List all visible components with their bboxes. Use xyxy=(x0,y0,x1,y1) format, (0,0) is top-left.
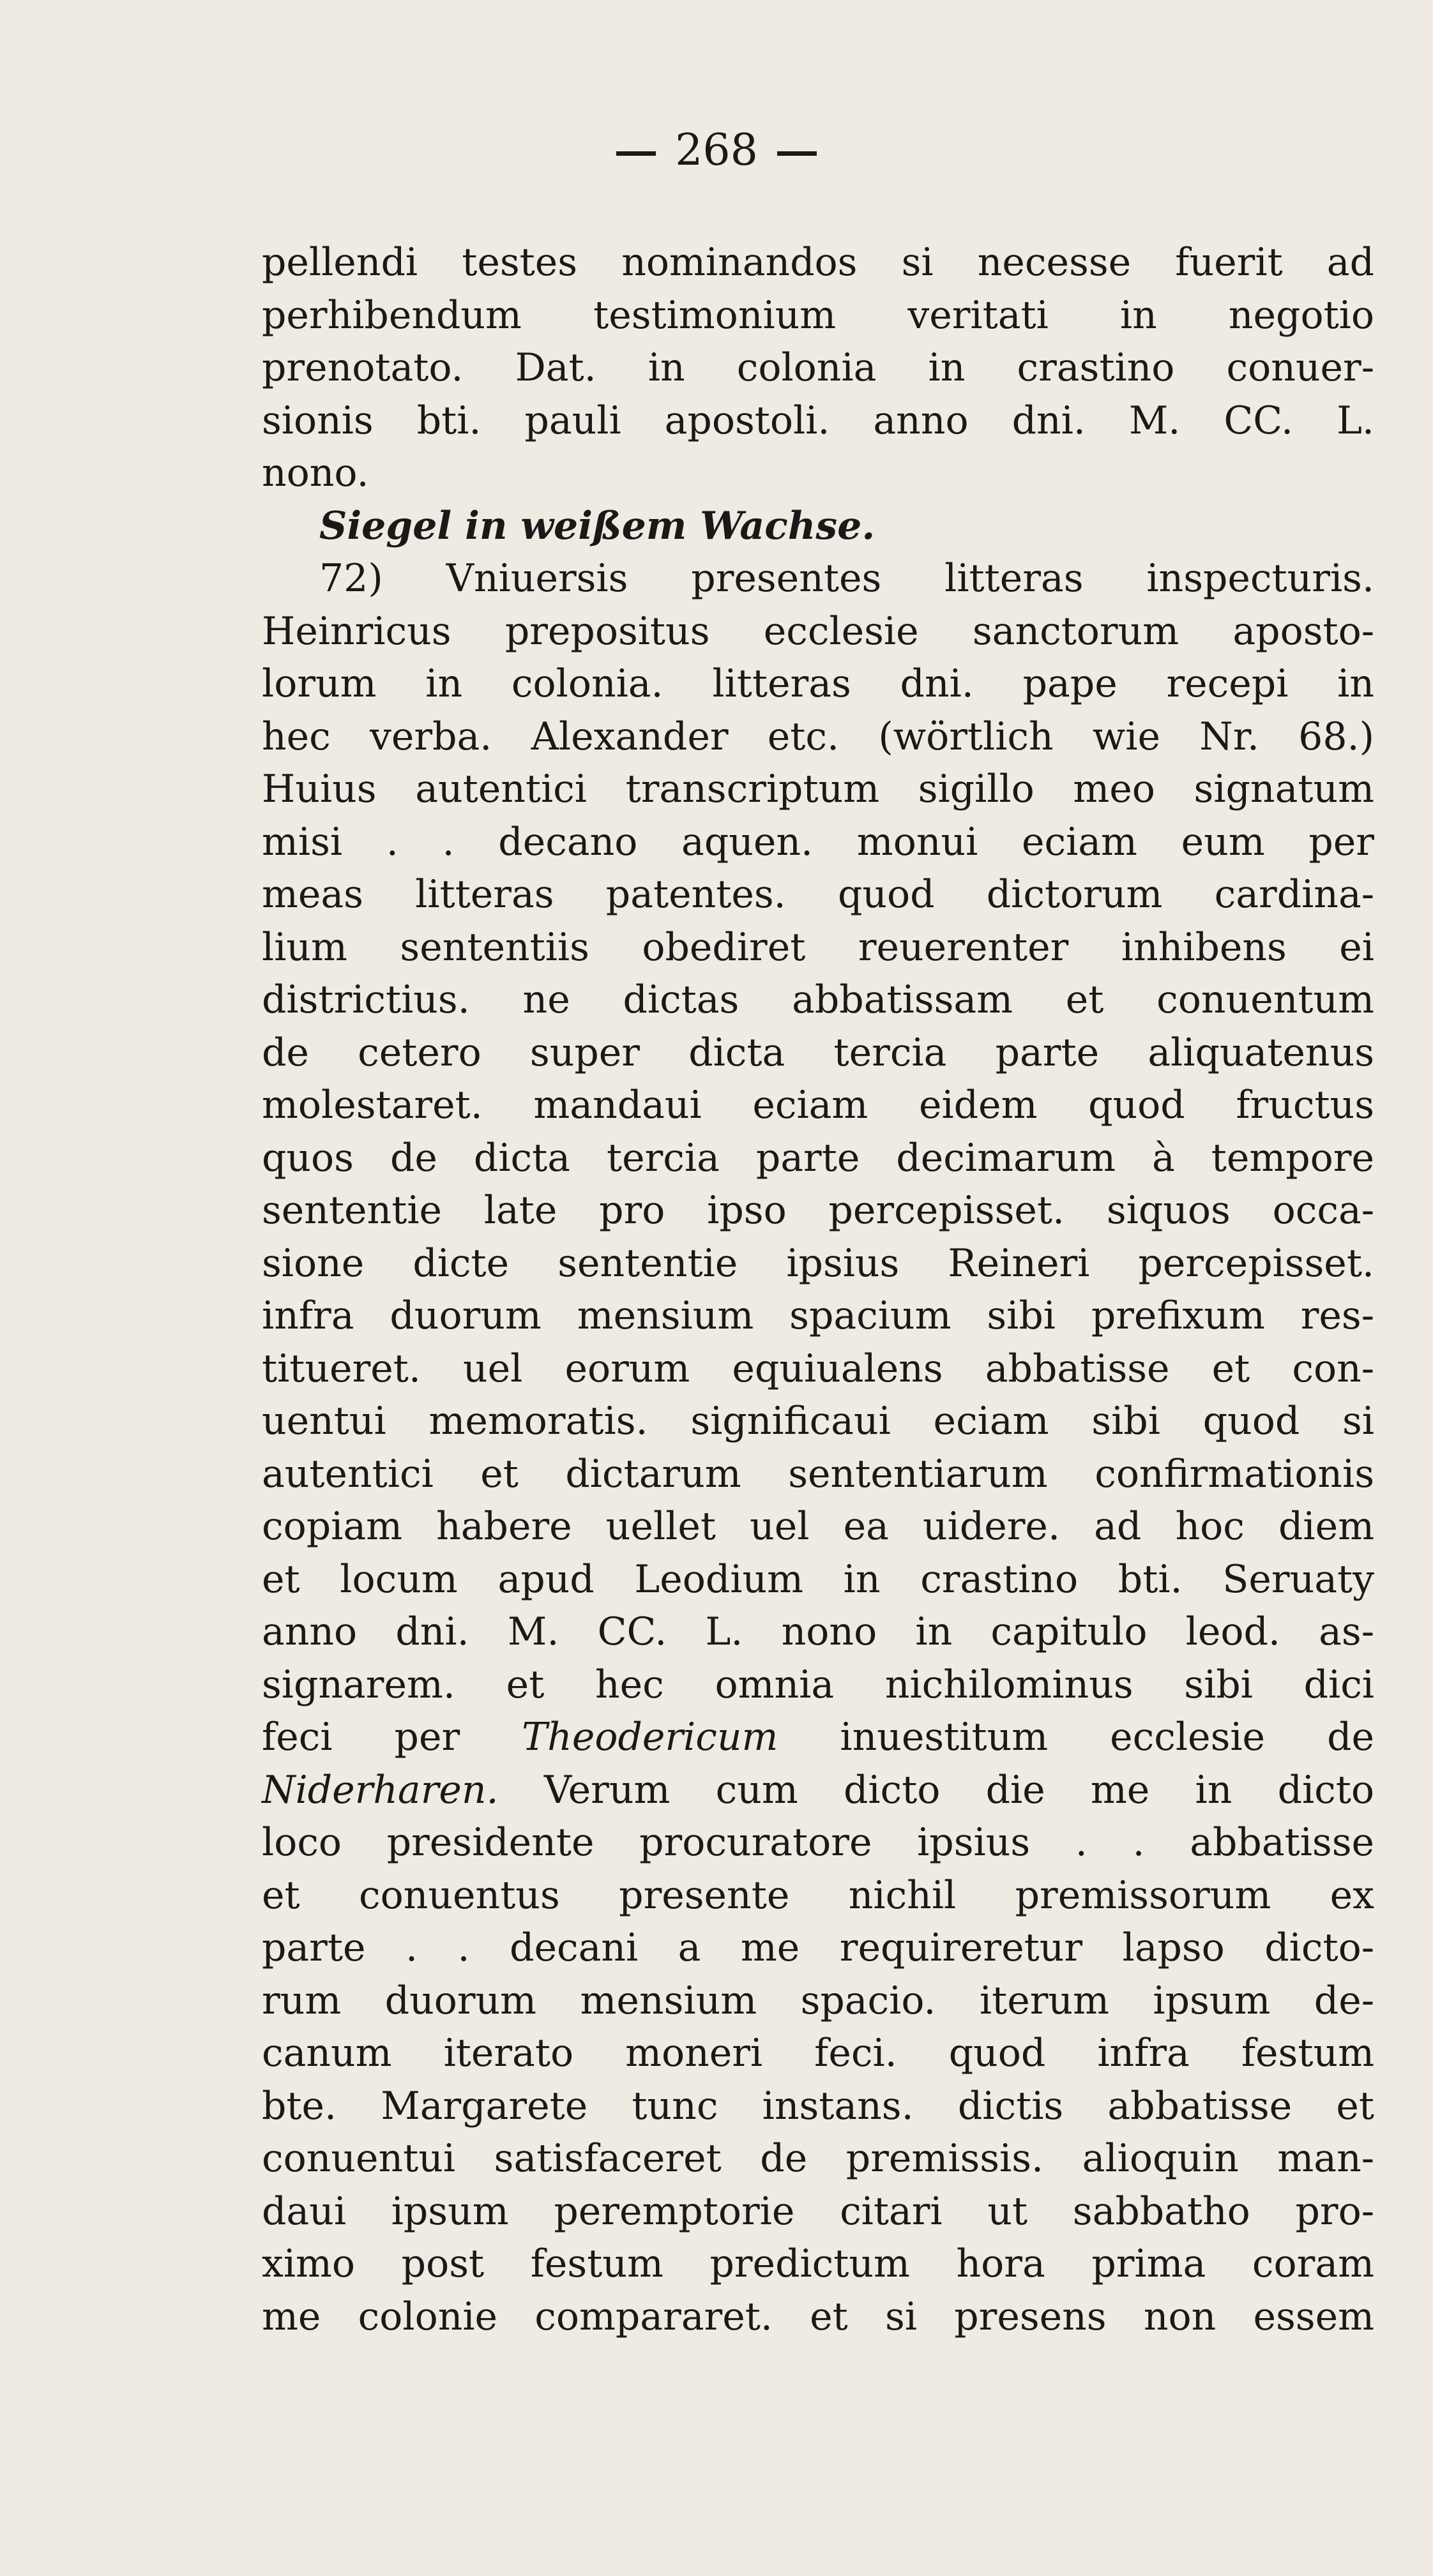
text-line: titueret. uel eorum equiualens abbatisse et con- xyxy=(262,1346,1374,1391)
seal-note: Siegel in weißem Wachse. xyxy=(319,503,876,548)
text-line: et conuentus presente nichil premissorum ex xyxy=(262,1872,1374,1918)
text-line: bte. Margarete tunc instans. dictis abbatisse et xyxy=(262,2083,1374,2128)
text-line: canum iterato moneri feci. quod infra festum xyxy=(262,2031,1374,2075)
text-line: daui ipsum peremptorie citari ut sabbatho pro- xyxy=(262,2188,1374,2234)
text-line: molestaret. mandaui eciam eidem quod fructus xyxy=(262,1083,1374,1127)
text-segment: inuestitum ecclesie de xyxy=(778,1715,1374,1759)
text-line: sionis bti. pauli apostoli. anno dni. M. CC. L. xyxy=(262,398,1374,443)
text-line: lorum in colonia. litteras dni. pape recepi in xyxy=(262,661,1374,706)
text-line: loco presidente procuratore ipsius . . abbatisse xyxy=(262,1820,1374,1865)
text-line: conuentui satisfaceret de premissis. alioquin man- xyxy=(262,2136,1374,2181)
body-text xyxy=(262,236,1374,2343)
text-line: parte . . decani a me requireretur lapso dicto- xyxy=(262,1925,1374,1970)
text-line: lium sententiis obediret reuerenter inhibens ei xyxy=(262,924,1374,970)
text-segment: Verum cum dicto die me in dicto xyxy=(498,1767,1374,1812)
text-segment: feci per xyxy=(262,1715,522,1759)
italic-name: Theodericum xyxy=(522,1715,778,1759)
text-line: prenotato. Dat. in colonia in crastino conuer- xyxy=(262,345,1374,390)
text-line: districtius. ne dictas abbatissam et conuentum xyxy=(262,977,1374,1022)
text-line: de cetero super dicta tercia parte aliquatenus xyxy=(262,1030,1374,1075)
text-line: Heinricus prepositus ecclesie sanctorum aposto- xyxy=(262,608,1374,654)
text-line: infra duorum mensium spacium sibi prefixum res- xyxy=(262,1293,1374,1338)
text-line xyxy=(262,1711,1374,1764)
text-line: nono. xyxy=(262,451,369,495)
text-line: sione dicte sententie ipsius Reineri percepisset. xyxy=(262,1240,1374,1286)
text-line: rum duorum mensium spacio. iterum ipsum de- xyxy=(262,1978,1374,2023)
text-line: signarem. et hec omnia nichilominus sibi dici xyxy=(262,1662,1374,1707)
header-dash-left xyxy=(616,151,656,156)
text-line: Huius autentici transcriptum sigillo meo signatum xyxy=(262,767,1374,811)
text-line: ximo post festum predictum hora prima coram xyxy=(262,2241,1374,2286)
text-line: misi . . decano aquen. monui eciam eum per xyxy=(262,819,1374,864)
text-line: quos de dicta tercia parte decimarum à tempore xyxy=(262,1135,1374,1180)
text-line: meas litteras patentes. quod dictorum cardina- xyxy=(262,872,1374,917)
text-line: sententie late pro ipso percepisset. siquos occa- xyxy=(262,1188,1374,1233)
text-line: perhibendum testimonium veritati in negotio xyxy=(262,292,1374,338)
text-line: anno dni. M. CC. L. nono in capitulo leod. as- xyxy=(262,1609,1374,1654)
text-line: me colonie compararet. et si presens non essem xyxy=(262,2294,1374,2339)
document-heading-line: 72) Vniuersis presentes litteras inspecturis. xyxy=(319,556,1374,601)
page-header xyxy=(0,125,1433,176)
page-number: 268 xyxy=(675,125,758,176)
text-line: autentici et dictarum sententiarum confirmationis xyxy=(262,1451,1374,1496)
text-line: pellendi testes nominandos si necesse fuerit ad xyxy=(262,240,1374,285)
header-dash-right xyxy=(777,151,817,156)
text-line: hec verba. Alexander etc. (wörtlich wie Nr. 68.) xyxy=(262,714,1374,759)
text-line: et locum apud Leodium in crastino bti. Seruaty xyxy=(262,1556,1374,1602)
text-line: uentui memoratis. significaui eciam sibi quod si xyxy=(262,1399,1374,1443)
italic-place-name: Niderharen. xyxy=(262,1767,499,1812)
text-line xyxy=(262,1764,1374,1817)
text-line: copiam habere uellet uel ea uidere. ad hoc diem xyxy=(262,1504,1374,1549)
